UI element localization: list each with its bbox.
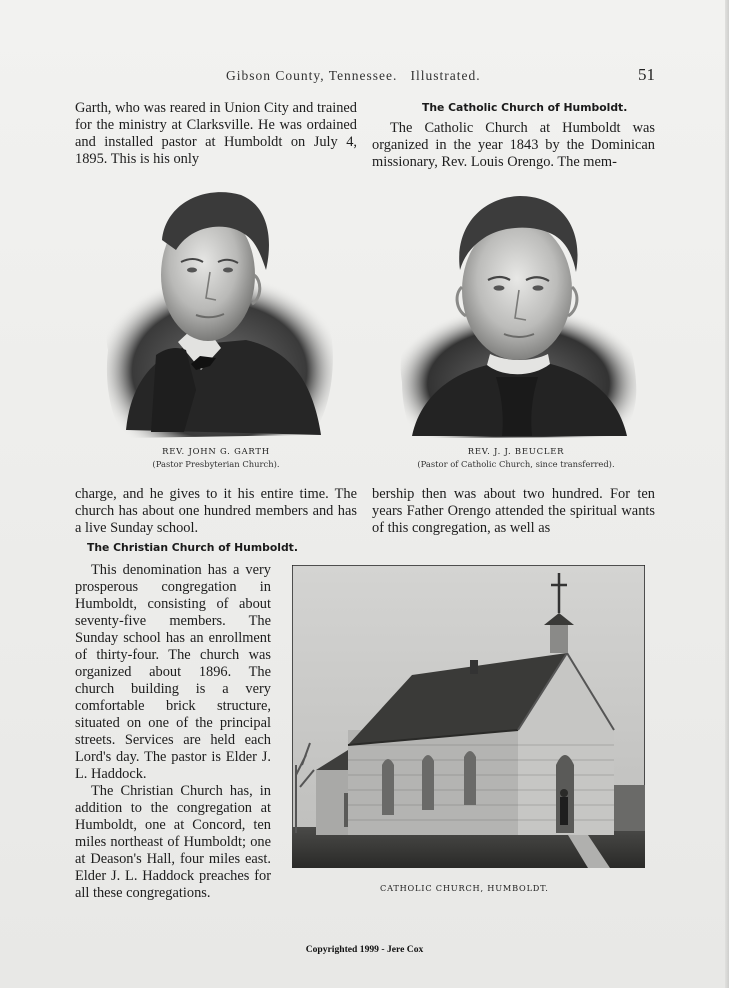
- portrait-garth-role: (Pastor Presbyterian Church).: [152, 459, 280, 469]
- portrait-beucler: [392, 182, 640, 442]
- church-photo-caption: CATHOLIC CHURCH, HUMBOLDT.: [380, 883, 549, 893]
- running-title: Gibson County, Tennessee. Illustrated.: [226, 68, 481, 83]
- catholic-church-photo: [292, 565, 645, 872]
- garth-continued-paragraph: charge, and he gives to it his entire time. The church has about one hundred members and has a live Sunday school.: [75, 486, 357, 536]
- garth-bio-text: [75, 100, 357, 168]
- christian-church-text: [75, 562, 271, 902]
- portrait-garth-image: [96, 180, 336, 442]
- catholic-continued-paragraph: bership then was about two hundred. For ten years Father Orengo attended the spiritual wants of this congregation, as well as: [372, 486, 655, 536]
- christian-paragraph-2: The Christian Church has, in addition to the congregation at Humboldt, one at Concord, ten miles northeast of Humboldt; one at Deason's Hall, four miles east. Elder J. L. Haddock preaches for all these congregations.: [75, 783, 271, 901]
- garth-continued-text: [75, 486, 357, 537]
- portrait-beucler-image: [392, 182, 640, 442]
- page-header: [0, 65, 729, 88]
- page-number: 51: [638, 65, 655, 84]
- portrait-beucler-name: REV. J. J. BEUCLER: [467, 446, 565, 456]
- portrait-beucler-role: (Pastor of Catholic Church, since transferred).: [417, 459, 615, 469]
- christian-church-heading: The Christian Church of Humboldt.: [87, 541, 298, 554]
- catholic-continued-text: [372, 486, 655, 537]
- copyright-notice: Copyrighted 1999 - Jere Cox: [305, 944, 424, 955]
- catholic-intro-text: [372, 120, 655, 171]
- garth-bio-paragraph: Garth, who was reared in Union City and trained for the ministry at Clarksville. He was ordained and installed pastor at Humboldt on July 4, 1895. This is his only: [75, 100, 357, 167]
- scan-edge: [725, 0, 729, 988]
- catholic-church-heading: The Catholic Church of Humboldt.: [422, 101, 628, 114]
- portrait-garth-name: REV. JOHN G. GARTH: [162, 446, 270, 456]
- church-photo-image: [292, 565, 645, 868]
- christian-paragraph-1: This denomination has a very prosperous congregation in Humboldt, consisting of about seventy-five members. The Sunday school has an enrollment of thirty-four. The church was organized about 1896. The church building is a very comfortable brick structure, situated on one of the principal streets. Services are held each Lord's day. The pastor is Elder J. L. Haddock.: [75, 562, 271, 782]
- catholic-intro-paragraph: The Catholic Church at Humboldt was organized in the year 1843 by the Dominican missionary, Rev. Louis Orengo. The mem-: [372, 120, 655, 170]
- portrait-garth: [96, 180, 336, 442]
